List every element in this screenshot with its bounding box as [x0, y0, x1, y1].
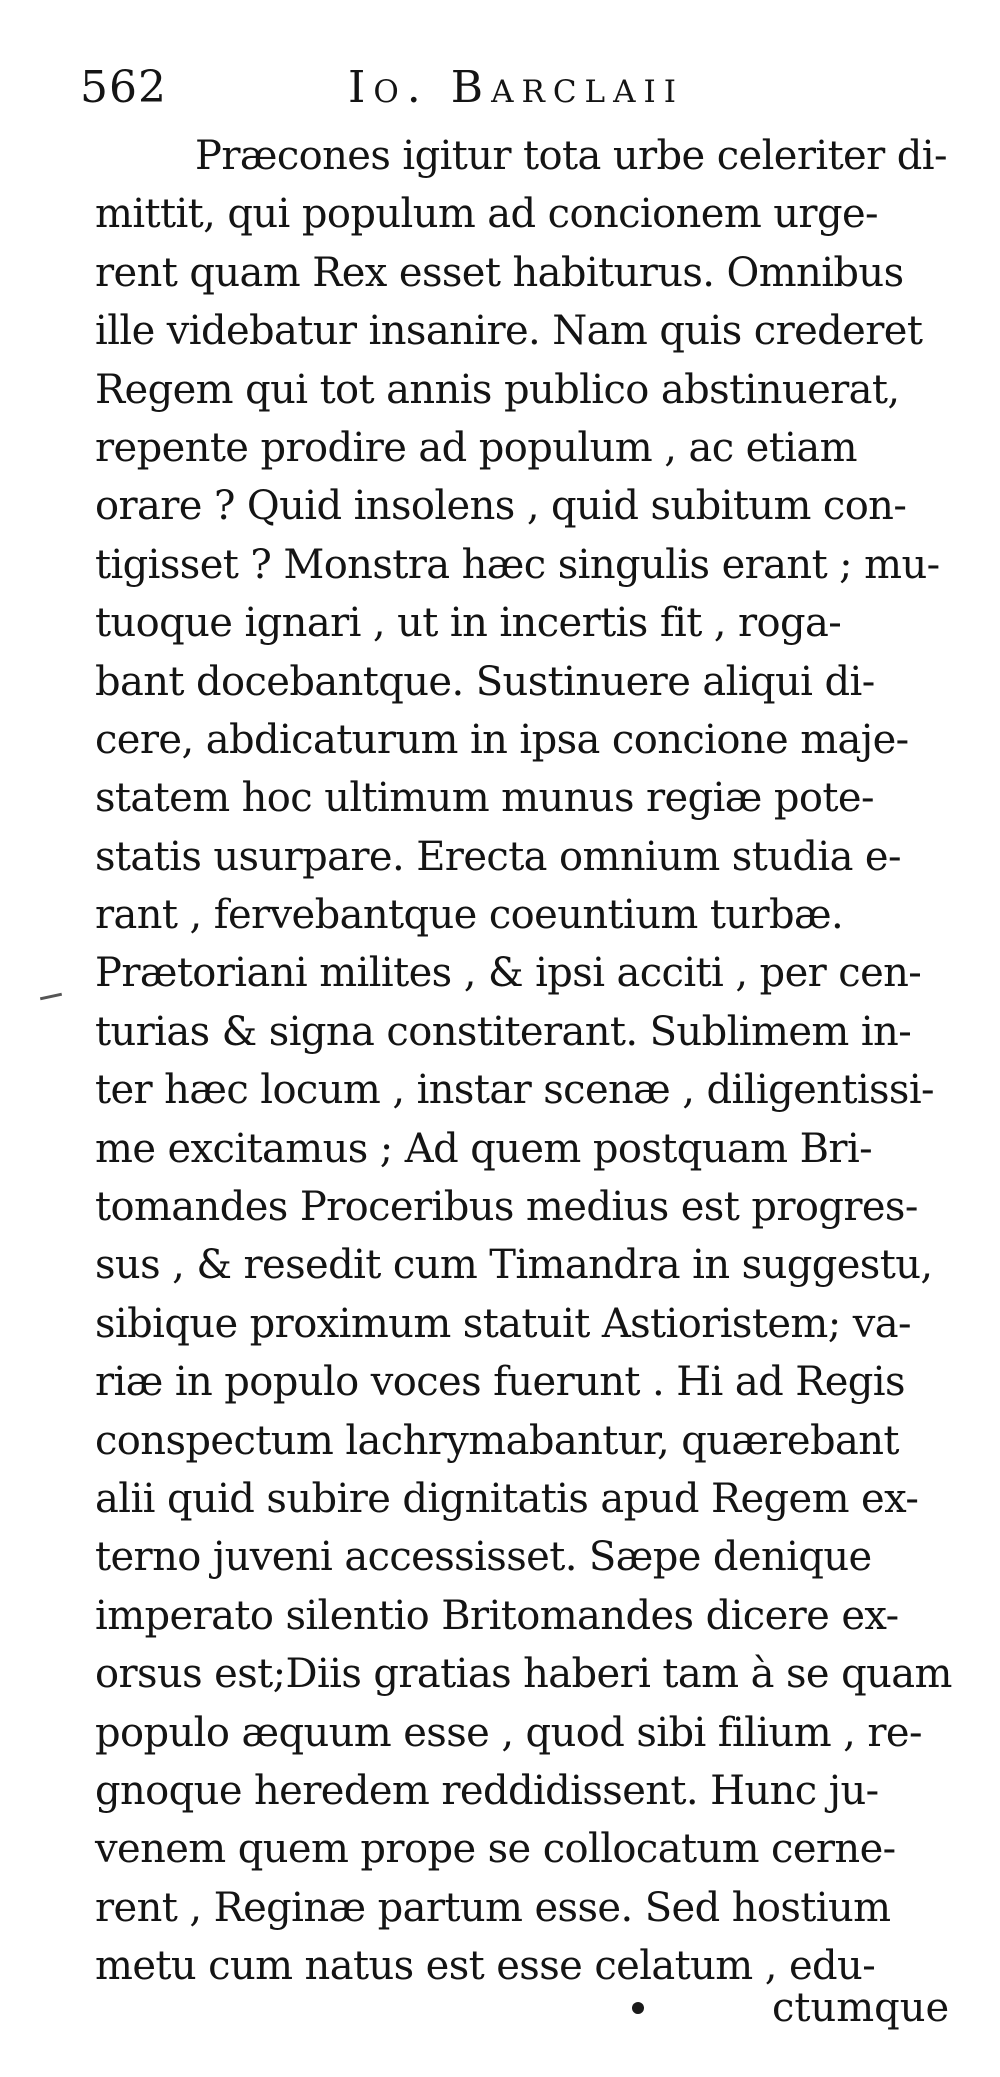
text-line: Præcones igitur tota urbe celeriter di-: [195, 133, 947, 179]
text-line: terno juveni accessisset. Sæpe denique: [95, 1534, 872, 1581]
dot-ornament: [632, 2002, 644, 2014]
text-line: tigisset ? Monstra hæc singulis erant ; mu-: [95, 541, 940, 588]
text-line: Prætoriani milites , & ipsi acciti , per cen-: [95, 950, 922, 997]
text-line: metu cum natus est esse celatum , edu-: [95, 1943, 876, 1990]
text-line: me excitamus ; Ad quem postquam Bri-: [95, 1125, 873, 1172]
text-line: rant , fervebantque coeuntium turbæ.: [95, 892, 844, 939]
text-line: conspectum lachrymabantur, quærebant: [95, 1417, 899, 1464]
text-line: turias & signa constiterant. Sublimem in-: [95, 1008, 912, 1055]
text-line: tomandes Proceribus medius est progres-: [95, 1184, 918, 1231]
text-line: statem hoc ultimum munus regiæ pote-: [95, 775, 874, 822]
text-line: bant docebantque. Sustinuere aliqui di-: [95, 658, 875, 705]
text-line: gnoque heredem reddidissent. Hunc ju-: [95, 1767, 879, 1814]
page-number: 562: [80, 62, 167, 113]
text-line: statis usurpare. Erecta omnium studia e-: [95, 833, 901, 880]
text-line: repente prodire ad populum , ac etiam: [95, 424, 857, 471]
text-line: Regem qui tot annis publico abstinuerat,: [95, 366, 900, 413]
margin-ink-mark: [40, 993, 62, 1001]
text-line: riæ in populo voces fuerunt . Hi ad Regis: [95, 1359, 905, 1406]
text-line: ter hæc locum , instar scenæ , diligentissi-: [95, 1067, 934, 1114]
text-line: populo æquum esse , quod sibi filium , re-: [95, 1709, 922, 1756]
body-text: [95, 127, 990, 1996]
text-line: rent , Reginæ partum esse. Sed hostium: [95, 1884, 891, 1931]
text-line: cere, abdicaturum in ipsa concione maje-: [95, 716, 909, 763]
text-line: venem quem prope se collocatum cerne-: [95, 1826, 896, 1873]
text-line: sus , & resedit cum Timandra in suggestu,: [95, 1242, 933, 1289]
page-header: [80, 58, 800, 118]
text-line: orare ? Quid insolens , quid subitum con-: [95, 483, 907, 530]
catchword: ctumque: [772, 1985, 950, 2031]
text-line: orsus est;Diis gratias haberi tam à se quam: [95, 1651, 952, 1698]
text-line: tuoque ignari , ut in incertis fit , roga-: [95, 600, 842, 647]
text-line: alii quid subire dignitatis apud Regem ex-: [95, 1475, 919, 1522]
text-line: ille videbatur insanire. Nam quis crederet: [95, 308, 923, 355]
running-head: Io. Barclaii: [348, 62, 685, 113]
text-line: sibique proximum statuit Astioristem; va-: [95, 1300, 911, 1347]
text-line: imperato silentio Britomandes dicere ex-: [95, 1592, 899, 1639]
text-line: mittit, qui populum ad concionem urge-: [95, 191, 878, 238]
text-line: rent quam Rex esset habiturus. Omnibus: [95, 249, 904, 296]
